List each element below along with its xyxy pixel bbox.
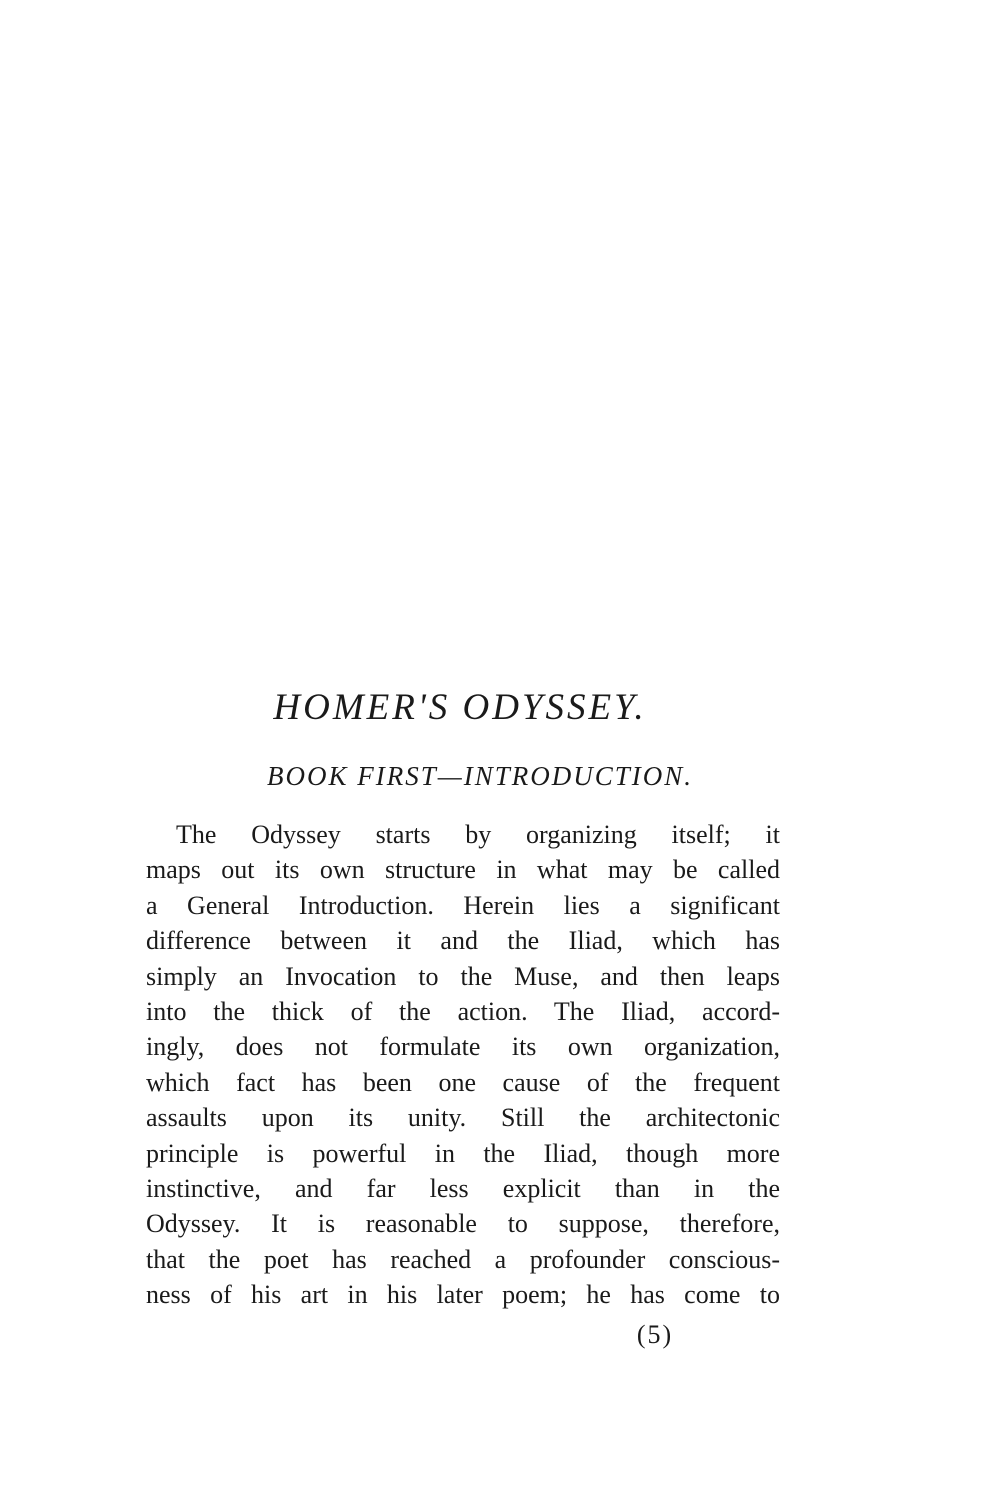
paragraph-line: principle is powerful in the Iliad, though more [146, 1138, 780, 1168]
paragraph-line: into the thick of the action. The Iliad, accord- [146, 996, 780, 1026]
paragraph-line: The Odyssey starts by organizing itself; it [176, 820, 780, 849]
page-number: (5) [636, 1320, 674, 1349]
paragraph-line: difference between it and the Iliad, which has [146, 926, 780, 956]
paragraph-line: which fact has been one cause of the frequent [146, 1067, 780, 1097]
paragraph-line: assaults upon its unity. Still the architectonic [146, 1103, 780, 1133]
paragraph-line: Odyssey. It is reasonable to suppose, therefore, [146, 1209, 780, 1239]
book-title: HOMER'S ODYSSEY. [273, 687, 647, 728]
paragraph-line: ness of his art in his later poem; he has come to [146, 1280, 780, 1310]
section-heading: BOOK FIRST—INTRODUCTION. [266, 761, 694, 791]
paragraph-line: simply an Invocation to the Muse, and then leaps [146, 961, 780, 991]
paragraph-line: a General Introduction. Herein lies a significant [146, 890, 780, 920]
body-paragraph [146, 817, 780, 1312]
paragraph-line: ingly, does not formulate its own organization, [146, 1032, 780, 1062]
paragraph-line: maps out its own structure in what may be called [146, 855, 780, 885]
paragraph-line: instinctive, and far less explicit than in the [146, 1173, 780, 1203]
paragraph-line: that the poet has reached a profounder conscious- [146, 1244, 780, 1274]
